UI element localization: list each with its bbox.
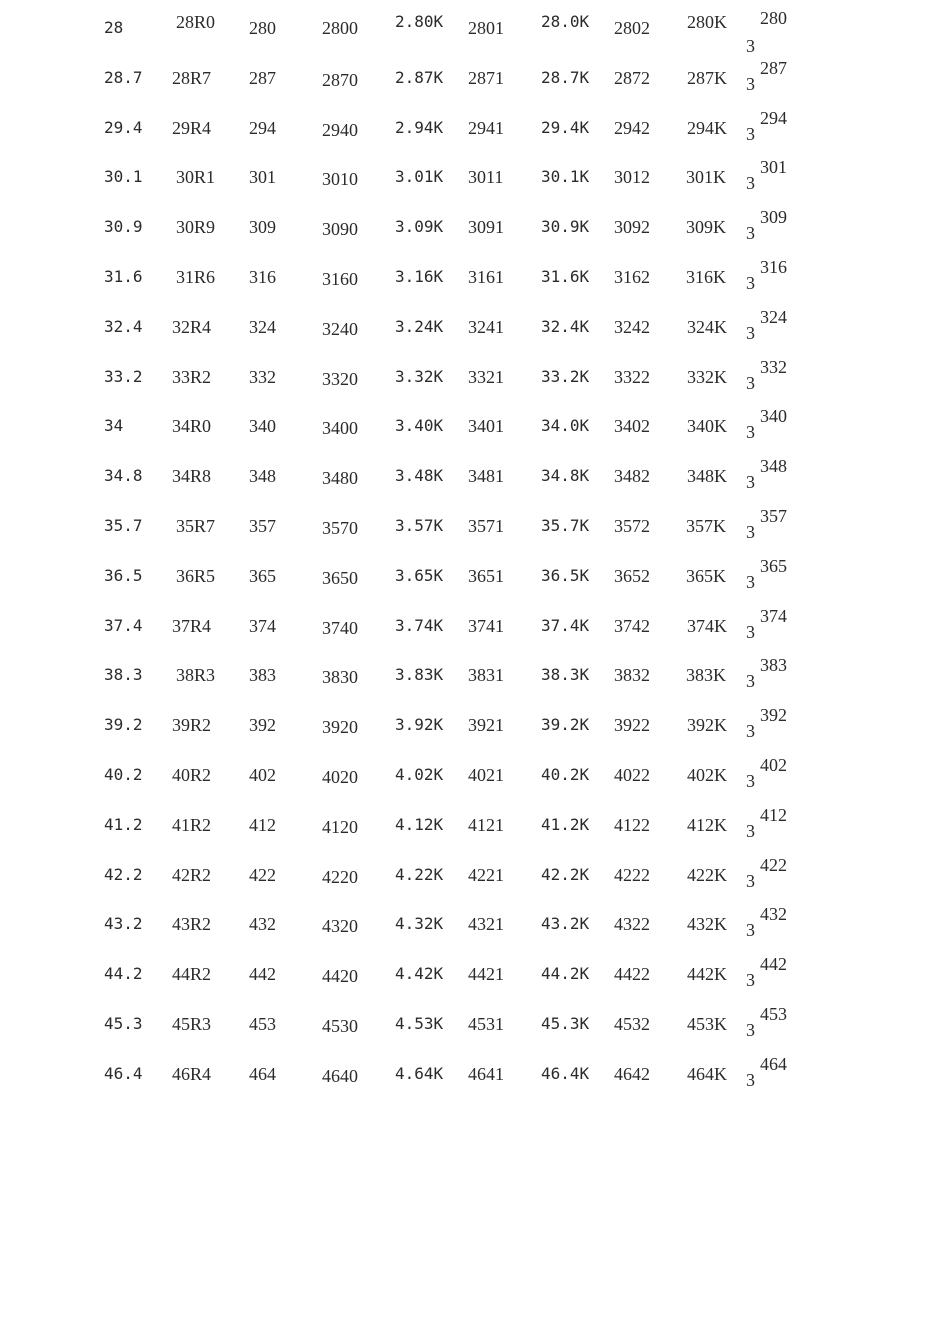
cell-value-10k: 30.1K: [541, 167, 590, 187]
cell-code-4digit-ohm: 3570: [322, 518, 358, 538]
cell-code-3digit: 280: [249, 18, 276, 38]
cell-code-upper: 432: [760, 904, 787, 925]
cell-value-kohm: 3.32K: [395, 366, 444, 386]
cell-value-ohms: 34.8: [104, 466, 143, 486]
cell-value-ohms: 43.2: [104, 914, 143, 934]
cell-code-upper: 340: [760, 406, 787, 427]
cell-code-4digit-k: 3741: [468, 615, 504, 636]
cell-value-ohms: 37.4: [104, 615, 143, 635]
cell-code-4digit-10k: 4222: [614, 864, 650, 885]
cell-value-100k: 374K: [687, 615, 727, 636]
cell-value-kohm: 4.02K: [395, 765, 444, 784]
cell-value-100k: 442K: [687, 964, 727, 985]
cell-value-kohm: 2.80K: [395, 12, 444, 31]
cell-code-4digit-k: 3321: [468, 366, 504, 387]
cell-value-10k: 33.2K: [541, 366, 590, 386]
cell-value-10k: 44.2K: [541, 964, 590, 984]
cell-r-code: 46R4: [172, 1063, 212, 1084]
cell-code-upper: 316: [760, 257, 787, 277]
cell-value-ohms: 44.2: [104, 964, 143, 984]
cell-code-4digit-ohm: 3740: [322, 617, 358, 638]
cell-value-100k: 324K: [687, 316, 727, 337]
cell-code-upper: 412: [760, 804, 787, 825]
cell-value-10k: 28.7K: [541, 67, 590, 87]
table-row: [0, 705, 950, 767]
cell-code-3digit: 432: [249, 914, 276, 935]
cell-code-4digit-k: 3831: [468, 665, 504, 686]
cell-value-kohm: 3.83K: [395, 665, 444, 685]
cell-code-lower: 3: [746, 1069, 755, 1090]
cell-value-kohm: 3.40K: [395, 416, 444, 436]
cell-value-100k: 365K: [686, 565, 726, 586]
cell-code-4digit-k: 3481: [468, 466, 504, 487]
cell-r-code: 40R2: [172, 765, 212, 785]
cell-r-code: 33R2: [172, 366, 212, 387]
cell-value-kohm: 3.16K: [395, 267, 444, 286]
table-row: [0, 207, 950, 269]
cell-value-kohm: 4.53K: [395, 1014, 444, 1033]
cell-code-4digit-10k: 3092: [614, 217, 650, 238]
cell-value-100k: 453K: [687, 1014, 727, 1034]
cell-value-kohm: 3.74K: [395, 615, 444, 635]
cell-value-ohms: 45.3: [104, 1014, 143, 1033]
cell-code-4digit-k: 4221: [468, 864, 504, 885]
cell-code-3digit: 287: [249, 67, 276, 88]
cell-code-lower: 3: [746, 173, 755, 194]
cell-code-4digit-ohm: 3920: [322, 717, 358, 738]
table-row: [0, 854, 950, 917]
cell-r-code: 32R4: [172, 316, 212, 337]
cell-value-kohm: 4.32K: [395, 914, 444, 934]
table-row: [0, 755, 950, 817]
cell-code-4digit-ohm: 3160: [322, 269, 358, 289]
cell-code-3digit: 309: [249, 217, 276, 238]
cell-code-3digit: 392: [249, 715, 276, 736]
cell-code-3digit: 374: [249, 615, 276, 636]
cell-value-10k: 36.5K: [541, 565, 590, 585]
cell-code-upper: 464: [760, 1053, 787, 1074]
cell-value-ohms: 30.9: [104, 217, 143, 237]
cell-r-code: 45R3: [172, 1014, 212, 1034]
cell-code-4digit-10k: 3652: [614, 565, 650, 586]
table-row: [0, 8, 950, 70]
cell-code-lower: 3: [746, 820, 755, 841]
cell-value-10k: 42.2K: [541, 864, 590, 884]
cell-value-kohm: 3.09K: [395, 217, 444, 237]
cell-value-100k: 309K: [686, 217, 726, 238]
cell-value-100k: 402K: [687, 765, 727, 785]
cell-code-4digit-ohm: 4530: [322, 1016, 358, 1036]
cell-value-100k: 412K: [687, 814, 727, 835]
cell-value-100k: 392K: [687, 715, 727, 736]
cell-r-code: 34R8: [172, 466, 212, 487]
cell-code-upper: 422: [760, 854, 787, 875]
cell-code-3digit: 324: [249, 316, 276, 337]
cell-code-3digit: 464: [249, 1063, 276, 1084]
cell-value-ohms: 41.2: [104, 814, 143, 834]
cell-code-3digit: 383: [249, 665, 276, 686]
cell-value-10k: 37.4K: [541, 615, 590, 635]
cell-code-4digit-ohm: 3010: [322, 169, 358, 190]
cell-r-code: 30R9: [176, 217, 216, 238]
cell-value-10k: 30.9K: [541, 217, 590, 237]
cell-value-ohms: 29.4: [104, 117, 143, 137]
cell-code-3digit: 442: [249, 964, 276, 985]
cell-code-4digit-k: 2871: [468, 67, 504, 88]
cell-code-4digit-k: 3011: [468, 167, 504, 188]
cell-value-kohm: 3.01K: [395, 167, 444, 187]
cell-value-kohm: 3.48K: [395, 466, 444, 486]
cell-value-ohms: 35.7: [104, 516, 143, 535]
cell-code-4digit-10k: 2802: [614, 18, 650, 38]
cell-code-4digit-k: 4531: [468, 1014, 504, 1034]
cell-code-lower: 3: [746, 322, 755, 343]
cell-code-4digit-k: 3651: [468, 565, 504, 586]
cell-code-4digit-ohm: 4120: [322, 816, 358, 837]
cell-code-3digit: 453: [249, 1014, 276, 1034]
cell-code-4digit-ohm: 4020: [322, 767, 358, 787]
cell-value-10k: 43.2K: [541, 914, 590, 934]
cell-value-100k: 432K: [687, 914, 727, 935]
cell-code-upper: 348: [760, 456, 787, 477]
cell-value-kohm: 4.64K: [395, 1063, 444, 1083]
cell-value-ohms: 34: [104, 416, 124, 436]
cell-code-4digit-k: 4421: [468, 964, 504, 985]
cell-code-4digit-ohm: 3480: [322, 468, 358, 489]
cell-code-upper: 294: [760, 107, 787, 128]
cell-code-3digit: 332: [249, 366, 276, 387]
cell-code-4digit-10k: 3832: [614, 665, 650, 686]
cell-code-3digit: 412: [249, 814, 276, 835]
cell-code-upper: 301: [760, 157, 787, 178]
cell-code-lower: 3: [746, 422, 755, 443]
cell-code-4digit-k: 2801: [468, 18, 504, 38]
table-row: [0, 904, 950, 966]
cell-code-lower: 3: [746, 372, 755, 393]
cell-value-100k: 301K: [686, 167, 726, 188]
cell-code-4digit-k: 3921: [468, 715, 504, 736]
cell-value-100k: 287K: [687, 67, 727, 88]
cell-code-lower: 3: [746, 36, 755, 56]
cell-code-upper: 309: [760, 207, 787, 228]
cell-value-ohms: 30.1: [104, 167, 143, 187]
cell-value-10k: 40.2K: [541, 765, 590, 784]
cell-value-100k: 348K: [687, 466, 727, 487]
cell-code-4digit-k: 3161: [468, 267, 504, 287]
cell-code-upper: 402: [760, 755, 787, 775]
table-row: [0, 306, 950, 369]
cell-value-100k: 422K: [687, 864, 727, 885]
cell-value-ohms: 40.2: [104, 765, 143, 784]
cell-code-lower: 3: [746, 73, 755, 94]
cell-value-kohm: 4.42K: [395, 964, 444, 984]
cell-code-4digit-10k: 3572: [614, 516, 650, 536]
table-row: [0, 655, 950, 717]
cell-code-lower: 3: [746, 771, 755, 791]
cell-code-upper: 357: [760, 506, 787, 526]
cell-value-10k: 28.0K: [541, 12, 590, 31]
table-row: [0, 804, 950, 867]
cell-code-upper: 392: [760, 705, 787, 726]
cell-code-4digit-10k: 3162: [614, 267, 650, 287]
cell-value-ohms: 31.6: [104, 267, 143, 286]
table-row: [0, 107, 950, 170]
cell-code-upper: 442: [760, 954, 787, 975]
cell-value-kohm: 3.57K: [395, 516, 444, 535]
cell-value-kohm: 4.12K: [395, 814, 444, 834]
cell-value-10k: 34.8K: [541, 466, 590, 486]
cell-code-4digit-k: 4641: [468, 1063, 504, 1084]
cell-value-ohms: 33.2: [104, 366, 143, 386]
cell-code-lower: 3: [746, 1020, 755, 1040]
cell-code-4digit-10k: 3402: [614, 416, 650, 437]
cell-code-3digit: 340: [249, 416, 276, 437]
table-row: [0, 406, 950, 468]
table-row: [0, 605, 950, 668]
cell-code-lower: 3: [746, 571, 755, 592]
cell-code-upper: 365: [760, 555, 787, 576]
cell-code-4digit-ohm: 4220: [322, 866, 358, 887]
table-row: [0, 1004, 950, 1066]
cell-code-4digit-10k: 3242: [614, 316, 650, 337]
cell-r-code: 38R3: [176, 665, 216, 686]
table-row: [0, 356, 950, 419]
cell-code-4digit-k: 2941: [468, 117, 504, 138]
cell-code-4digit-10k: 3012: [614, 167, 650, 188]
cell-code-4digit-ohm: 3830: [322, 667, 358, 688]
cell-code-upper: 324: [760, 306, 787, 327]
cell-code-4digit-10k: 4532: [614, 1014, 650, 1034]
cell-code-4digit-ohm: 3320: [322, 368, 358, 389]
cell-value-10k: 29.4K: [541, 117, 590, 137]
cell-value-10k: 45.3K: [541, 1014, 590, 1033]
cell-value-ohms: 38.3: [104, 665, 143, 685]
cell-code-4digit-ohm: 4420: [322, 966, 358, 987]
table-row: [0, 1053, 950, 1116]
cell-value-kohm: 2.94K: [395, 117, 444, 137]
cell-value-10k: 38.3K: [541, 665, 590, 685]
cell-code-4digit-k: 3401: [468, 416, 504, 437]
cell-code-lower: 3: [746, 472, 755, 493]
cell-code-4digit-ohm: 3240: [322, 318, 358, 339]
cell-r-code: 34R0: [172, 416, 212, 437]
cell-code-3digit: 365: [249, 565, 276, 586]
cell-r-code: 41R2: [172, 814, 212, 835]
cell-value-ohms: 32.4: [104, 316, 143, 336]
cell-value-100k: 464K: [687, 1063, 727, 1084]
cell-code-4digit-10k: 4422: [614, 964, 650, 985]
cell-code-4digit-10k: 4022: [614, 765, 650, 785]
cell-value-100k: 340K: [687, 416, 727, 437]
cell-code-4digit-10k: 2942: [614, 117, 650, 138]
cell-value-100k: 332K: [687, 366, 727, 387]
cell-code-4digit-10k: 3922: [614, 715, 650, 736]
cell-code-4digit-10k: 4322: [614, 914, 650, 935]
cell-code-4digit-10k: 3322: [614, 366, 650, 387]
cell-value-100k: 316K: [686, 267, 726, 287]
cell-code-4digit-10k: 4642: [614, 1063, 650, 1084]
table-row: [0, 506, 950, 568]
cell-code-lower: 3: [746, 522, 755, 542]
cell-value-ohms: 28: [104, 18, 124, 37]
table-row: [0, 257, 950, 319]
cell-code-4digit-ohm: 2800: [322, 18, 358, 38]
cell-r-code: 28R0: [176, 12, 216, 32]
cell-value-10k: 39.2K: [541, 715, 590, 735]
cell-code-lower: 3: [746, 870, 755, 891]
cell-code-4digit-ohm: 2870: [322, 69, 358, 90]
cell-value-10k: 31.6K: [541, 267, 590, 286]
cell-code-4digit-k: 3571: [468, 516, 504, 536]
cell-code-4digit-10k: 3482: [614, 466, 650, 487]
cell-value-100k: 294K: [687, 117, 727, 138]
cell-code-4digit-10k: 4122: [614, 814, 650, 835]
cell-value-kohm: 3.24K: [395, 316, 444, 336]
cell-code-upper: 280: [760, 8, 787, 28]
cell-value-10k: 35.7K: [541, 516, 590, 535]
cell-code-3digit: 402: [249, 765, 276, 785]
cell-r-code: 28R7: [172, 67, 212, 88]
cell-code-lower: 3: [746, 721, 755, 742]
cell-code-lower: 3: [746, 920, 755, 941]
cell-code-lower: 3: [746, 970, 755, 991]
cell-value-ohms: 28.7: [104, 67, 143, 87]
cell-value-kohm: 4.22K: [395, 864, 444, 884]
cell-code-4digit-k: 4021: [468, 765, 504, 785]
cell-code-upper: 374: [760, 605, 787, 626]
table-row: [0, 57, 950, 120]
cell-r-code: 30R1: [176, 167, 216, 188]
cell-code-4digit-10k: 3742: [614, 615, 650, 636]
cell-code-3digit: 357: [249, 516, 276, 536]
cell-r-code: 31R6: [176, 267, 216, 287]
cell-value-10k: 41.2K: [541, 814, 590, 834]
cell-value-100k: 357K: [686, 516, 726, 536]
cell-code-3digit: 348: [249, 466, 276, 487]
cell-code-upper: 383: [760, 655, 787, 676]
cell-code-4digit-10k: 2872: [614, 67, 650, 88]
cell-code-3digit: 316: [249, 267, 276, 287]
cell-value-10k: 46.4K: [541, 1063, 590, 1083]
cell-code-lower: 3: [746, 123, 755, 144]
cell-code-4digit-ohm: 3090: [322, 219, 358, 240]
cell-code-lower: 3: [746, 273, 755, 293]
cell-r-code: 36R5: [176, 565, 216, 586]
cell-value-10k: 32.4K: [541, 316, 590, 336]
cell-code-lower: 3: [746, 621, 755, 642]
cell-code-upper: 287: [760, 57, 787, 78]
cell-code-3digit: 422: [249, 864, 276, 885]
cell-value-100k: 383K: [686, 665, 726, 686]
cell-code-4digit-ohm: 4320: [322, 916, 358, 937]
cell-r-code: 39R2: [172, 715, 212, 736]
cell-value-100k: 280K: [687, 12, 727, 32]
cell-value-ohms: 36.5: [104, 565, 143, 585]
cell-code-lower: 3: [746, 223, 755, 244]
cell-code-4digit-ohm: 3650: [322, 567, 358, 588]
cell-value-ohms: 46.4: [104, 1063, 143, 1083]
cell-code-3digit: 301: [249, 167, 276, 188]
cell-code-4digit-k: 4321: [468, 914, 504, 935]
cell-code-upper: 453: [760, 1004, 787, 1024]
cell-code-4digit-ohm: 2940: [322, 119, 358, 140]
cell-r-code: 37R4: [172, 615, 212, 636]
cell-value-kohm: 2.87K: [395, 67, 444, 87]
cell-value-kohm: 3.65K: [395, 565, 444, 585]
cell-code-4digit-ohm: 3400: [322, 418, 358, 439]
cell-code-upper: 332: [760, 356, 787, 377]
cell-code-lower: 3: [746, 671, 755, 692]
cell-code-4digit-k: 3241: [468, 316, 504, 337]
table-row: [0, 157, 950, 219]
cell-r-code: 44R2: [172, 964, 212, 985]
cell-value-kohm: 3.92K: [395, 715, 444, 735]
table-row: [0, 954, 950, 1016]
cell-code-4digit-k: 4121: [468, 814, 504, 835]
cell-r-code: 43R2: [172, 914, 212, 935]
cell-value-10k: 34.0K: [541, 416, 590, 436]
cell-value-ohms: 39.2: [104, 715, 143, 735]
cell-value-ohms: 42.2: [104, 864, 143, 884]
table-row: [0, 456, 950, 518]
cell-r-code: 29R4: [172, 117, 212, 138]
cell-r-code: 35R7: [176, 516, 216, 536]
cell-code-4digit-k: 3091: [468, 217, 504, 238]
cell-r-code: 42R2: [172, 864, 212, 885]
cell-code-4digit-ohm: 4640: [322, 1065, 358, 1086]
cell-code-3digit: 294: [249, 117, 276, 138]
table-row: [0, 555, 950, 618]
